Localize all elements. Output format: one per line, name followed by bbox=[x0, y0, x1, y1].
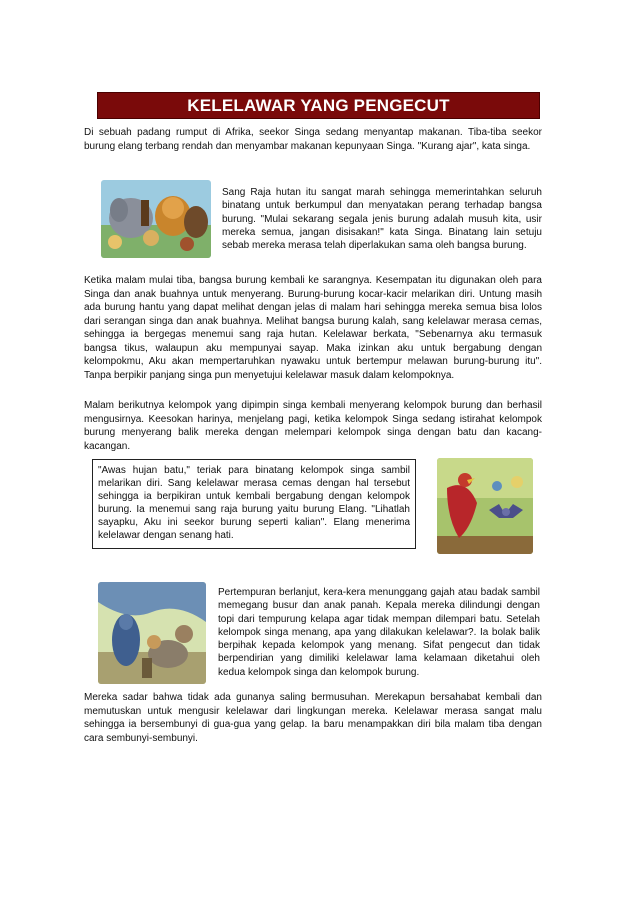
bat-in-cave-illustration bbox=[98, 582, 206, 684]
eagle-and-bat-illustration bbox=[437, 458, 533, 554]
animal-assembly-illustration bbox=[101, 180, 211, 258]
paragraph-counter-attack: Malam berikutnya kelompok yang dipimpin singa kembali menyerang kelompok burung dan berhasil mengusirnya. Keesokan harinya, menjelang pagi, ketika kelompok Singa sedang istirahat kelompok burung menyerang balik mereka dengan melempari kelompok singa dengan batu dan kacang-kacangan. bbox=[84, 400, 542, 452]
story-title: KELELAWAR YANG PENGECUT bbox=[97, 92, 540, 119]
paragraph-night-attack: Ketika malam mulai tiba, bangsa burung kembali ke sarangnya. Kesempatan itu digunakan oleh para Singa dan anak buahnya untuk menyerang. Burung-burung kocar-kacir melarikan diri. Untung masih ada burung hantu yang dapat melihat dengan jelas di malam hari sehingga mereka semua bisa lolos dari serangan singa dan anak buahnya. Melihat bangsa burung kalah, sang kelelawar merasa cemas, sehingga ia bergegas menemui sang raja hutan. Kelelawar berkata, "Sebenarnya aku termasuk bangsa tikus, walaupun aku mempunyai sayap. Maka izinkan aku untuk bergabung dengan kelompokmu, Aku akan mempertaruhkan nyawaku untuk bertempur melawan burung-burung itu". Tanpa berpikir panjang singa pun menyetujui kelelawar masuk dalam kelompoknya. bbox=[84, 275, 542, 381]
bat-in-cave-picture bbox=[98, 582, 206, 684]
eagle-and-bat-picture bbox=[437, 458, 533, 554]
paragraph-ending: Mereka sadar bahwa tidak ada gunanya saling bermusuhan. Merekapun bersahabat kembali dan memutuskan untuk mengusir kelelawar dari lingkungan mereka. Kelelawar merasa sangat malu sehingga ia bersembunyi di gua-gua yang gelap. Ia baru menampakkan diri bila malam tiba dengan cara sembunyi-sembunyi. bbox=[84, 692, 542, 744]
boxed-paragraph-bat-joins-birds: "Awas hujan batu," teriak para binatang kelompok singa sambil melarikan diri. Sang kelelawar merasa cemas dengan hal tersebut sehingga ia berpikiran untuk kembali bergabung dengan kelompok burung. Ia menemui sang raja burung yaitu burung Elang. "Lihatlah sayapku, Aku ini seekor burung seperti kalian". Elang menerima kelelawar dengan senang hati. bbox=[92, 459, 416, 549]
paragraph-declare-war: Sang Raja hutan itu sangat marah sehingga memerintahkan seluruh binatang untuk berkumpul dan menyatakan perang terhadap bangsa burung. "Mulai sekarang segala jenis burung adalah musuh kita, usir mereka semua, jangan disisakan!" kata Singa. Binatang lain setuju sebab mereka merasa telah diperlakukan sama oleh bangsa burung. bbox=[222, 187, 542, 252]
paragraph-intro: Di sebuah padang rumput di Afrika, seekor Singa sedang menyantap makanan. Tiba-tiba seekor burung elang terbang rendah dan menyambar makanan kepunyaan Singa. "Kurang ajar", kata singa. bbox=[84, 127, 542, 152]
animal-assembly-picture bbox=[101, 180, 211, 258]
paragraph-battle-continues: Pertempuran berlanjut, kera-kera menunggang gajah atau badak sambil memegang busur dan anak panah. Kepala mereka dilindungi dengan topi dari tempurung kelapa agar tidak mempan dilempari batu. Setelah kelompok singa menang, apa yang dilakukan kelelawar?. Ia bolak balik berpihak kepada kelompok yang menang. Sifat pengecut dan tidak berpendirian yang dimiliki kelelawar lama kelamaan diketahui oleh kedua kelompok singa dan kelompok burung. bbox=[218, 587, 540, 678]
